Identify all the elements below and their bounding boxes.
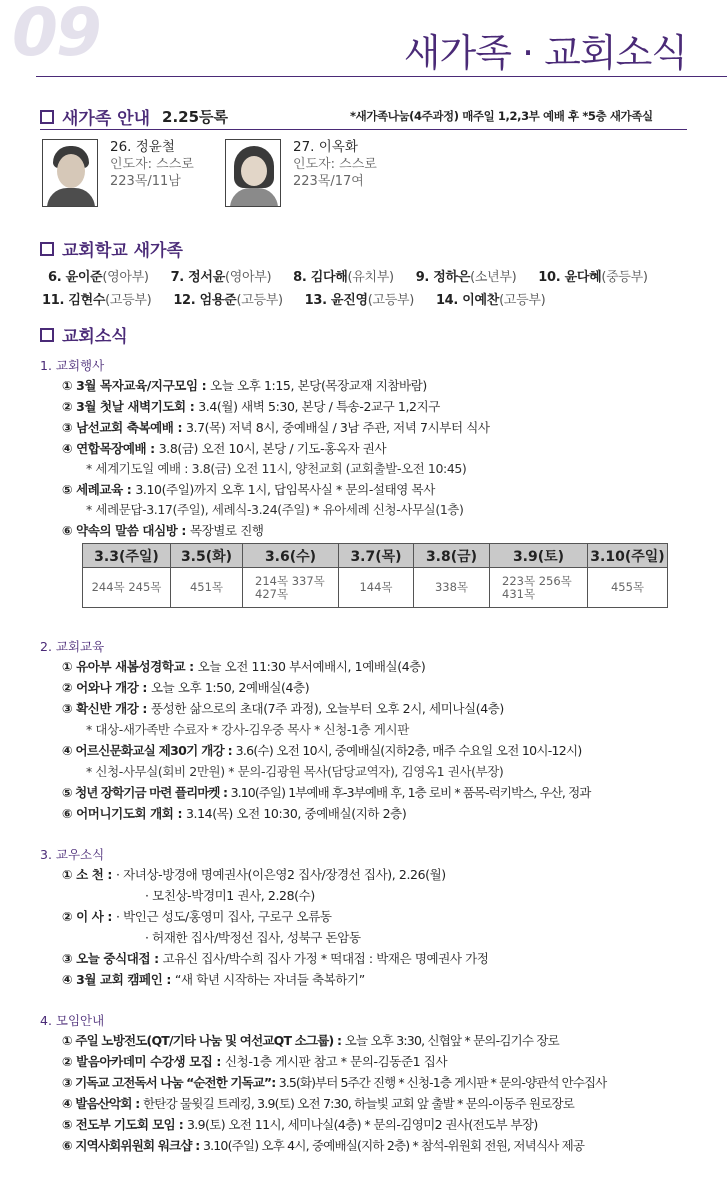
news-item: ⑥ 약속의 말씀 대심방 : 목장별로 진행 xyxy=(62,523,264,538)
person-guide: 인도자: 스스로 xyxy=(110,157,194,172)
table-cell: 244목 245목 xyxy=(83,568,171,608)
news-item: ④ 연합목장예배 : 3.8(금) 오전 10시, 본당 / 기도-홍옥자 권사 xyxy=(62,441,387,456)
news-note: * 신청-사무실(회비 2만원) * 문의-김광원 목사(담당교역자), 김영옥1 권사(부장) xyxy=(86,764,504,779)
page-title: 새가족 · 교회소식 xyxy=(403,31,687,75)
table-cell: 455목 xyxy=(588,568,668,608)
school-entry: 8. 김다해(유치부) xyxy=(293,270,394,285)
person-district: 223목/11남 xyxy=(110,174,181,189)
news-item: ① 유아부 새봄성경학교 : 오늘 오전 11:30 부서예배시, 1예배실(4층) xyxy=(62,659,426,674)
school-entry: 14. 이예찬(고등부) xyxy=(435,293,546,308)
newfamily-count: 2.25등록 xyxy=(162,108,229,126)
title-divider xyxy=(36,76,727,77)
news-heading: 교회소식 xyxy=(40,322,128,347)
table-header: 3.5(화) xyxy=(171,544,243,568)
school-entry: 13. 윤진영(고등부) xyxy=(304,293,415,308)
person-photo xyxy=(42,139,98,207)
person-name: 26. 정윤철 xyxy=(110,139,175,155)
newfamily-divider xyxy=(40,129,687,130)
person-guide: 인도자: 스스로 xyxy=(293,157,377,172)
news-item: ① 주일 노방전도(QT/기타 나눔 및 여선교QT 소그룹) : 오늘 오후 3:30, 신협앞 * 문의-김기수 장로 xyxy=(62,1033,559,1048)
news-subheading: 2. 교회교육 xyxy=(40,639,105,654)
news-subheading: 3. 교우소식 xyxy=(40,847,105,862)
news-item: ⑥ 어머니기도회 개회 : 3.14(목) 오전 10:30, 중예배실(지하 2층) xyxy=(62,806,407,821)
person-district: 223목/17여 xyxy=(293,174,364,189)
school-entry: 12. 엄용준(고등부) xyxy=(173,293,283,308)
school-heading: 교회학교 새가족 xyxy=(40,236,183,261)
news-item: ② 어와나 개강 : 오늘 오후 1:50, 2예배실(4층) xyxy=(62,680,310,695)
newfamily-person xyxy=(225,139,377,207)
table-header: 3.10(주일) xyxy=(588,544,668,568)
table-cell: 451목 xyxy=(171,568,243,608)
table-cell: 338목 xyxy=(414,568,490,608)
page-number: 09 xyxy=(12,0,100,71)
news-item: ② 발음아카데미 수강생 모집 : 신청-1층 게시판 참고 * 문의-김동준1 집사 xyxy=(62,1054,448,1069)
news-subheading: 1. 교회행사 xyxy=(40,358,105,373)
school-entry: 10. 윤다혜(중등부) xyxy=(538,270,648,285)
table-header: 3.8(금) xyxy=(414,544,490,568)
table-header: 3.6(수) xyxy=(243,544,339,568)
square-bullet-icon xyxy=(40,242,54,256)
news-item: ④ 3월 교회 캠페인 : “새 학년 시작하는 자녀들 축복하기” xyxy=(62,972,365,987)
school-entry: 11. 김현수(고등부) xyxy=(42,293,152,308)
news-item: ④ 발음산악회 : 한탄강 물윗길 트레킹, 3.9(토) 오전 7:30, 하늘빛 교회 앞 출발 * 문의-이동주 원로장로 xyxy=(62,1096,575,1111)
news-item: ③ 남선교회 축복예배 : 3.7(목) 저녁 8시, 중예배실 / 3남 주관, 저녁 7시부터 식사 xyxy=(62,420,490,435)
news-item: ③ 확신반 개강 : 풍성한 삶으로의 초대(7주 과정), 오늘부터 오후 2시, 세미나실(4층) xyxy=(62,701,504,716)
newfamily-person xyxy=(42,139,194,207)
news-item: ④ 어르신문화교실 제30기 개강 : 3.6(수) 오전 10시, 중예배실(지하2층, 매주 수요일 오전 10시-12시) xyxy=(62,743,582,758)
table-cell: 214목 337목 427목 xyxy=(243,568,339,608)
news-item: ⑤ 청년 장학기금 마련 플리마켓 : 3.10(주일) 1부예배 후-3부예배 후, 1층 로비 * 품목-럭키박스, 우산, 정과 xyxy=(62,785,591,800)
news-item: ① 소 천 : · 자녀상-방경애 명예권사(이은영2 집사/장경선 집사), 2.26(월) xyxy=(62,867,446,882)
news-note: * 대상-새가족반 수료자 * 강사-김우중 목사 * 신청-1층 게시판 xyxy=(86,722,409,737)
news-item: ⑤ 전도부 기도회 모임 : 3.9(토) 오전 11시, 세미나실(4층) * 문의-김영미2 권사(전도부 부장) xyxy=(62,1117,538,1132)
news-item: · 모친상-박경미1 권사, 2.28(수) xyxy=(145,888,315,903)
table-header: 3.3(주일) xyxy=(83,544,171,568)
school-entry: 6. 윤이준(영아부) xyxy=(48,270,149,285)
news-note: * 세계기도일 예배 : 3.8(금) 오전 11시, 양천교회 (교회출발-오전 10:45) xyxy=(86,461,467,476)
news-item: ② 이 사 : · 박인근 성도/홍영미 집사, 구로구 오류동 xyxy=(62,909,332,924)
news-item: ① 3월 목자교육/지구모임 : 오늘 오후 1:15, 본당(목장교재 지참바람) xyxy=(62,378,427,393)
table-cell: 144목 xyxy=(339,568,414,608)
person-name: 27. 이옥화 xyxy=(293,139,358,155)
news-subheading: 4. 모임안내 xyxy=(40,1013,105,1028)
table-header: 3.7(목) xyxy=(339,544,414,568)
news-note: * 세례문답-3.17(주일), 세례식-3.24(주일) * 유아세례 신청-사무실(1층) xyxy=(86,502,464,517)
school-row xyxy=(48,266,666,285)
school-row xyxy=(42,289,563,308)
table-header: 3.9(토) xyxy=(490,544,588,568)
news-item: · 허재한 집사/박정선 집사, 성북구 돈암동 xyxy=(145,930,361,945)
news-item: ⑤ 세례교육 : 3.10(주일)까지 오후 1시, 답임목사실 * 문의-설태영 목사 xyxy=(62,482,435,497)
newfamily-heading: 새가족 안내 2.25등록 xyxy=(40,104,228,129)
news-item: ⑥ 지역사회위원회 워크샵 : 3.10(주일) 오후 4시, 중예배실(지하 2층) * 참석-위원회 전원, 저녁식사 제공 xyxy=(62,1138,585,1153)
visitation-table xyxy=(82,543,668,608)
square-bullet-icon xyxy=(40,328,54,342)
newfamily-note: *새가족나눔(4주과정) 매주일 1,2,3부 예배 후 *5층 새가족실 xyxy=(350,109,653,123)
news-item: ③ 오늘 중식대접 : 고유신 집사/박수희 집사 가정 * 떡대접 : 박재은 명예권사 가정 xyxy=(62,951,489,966)
news-item: ③ 기독교 고전독서 나눔 “순전한 기독교”: 3.5(화)부터 5주간 진행 * 신청-1층 게시판 * 문의-양관석 안수집사 xyxy=(62,1075,607,1090)
square-bullet-icon xyxy=(40,110,54,124)
table-cell: 223목 256목 431목 xyxy=(490,568,588,608)
school-entry: 7. 정서윤(영아부) xyxy=(170,270,272,285)
school-entry: 9. 정하은(소년부) xyxy=(415,270,517,285)
person-photo xyxy=(225,139,281,207)
news-item: ② 3월 첫날 새벽기도회 : 3.4(월) 새벽 5:30, 본당 / 특송-2교구 1,2지구 xyxy=(62,399,440,414)
